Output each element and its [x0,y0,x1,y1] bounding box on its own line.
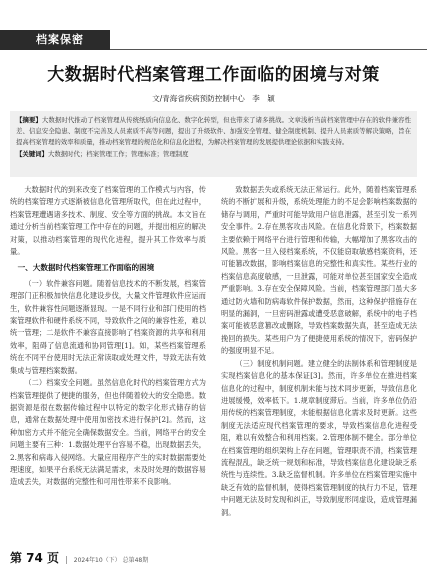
keywords-line [16,149,411,160]
abstract-box [10,111,417,177]
right-column [221,184,417,532]
author-byline: 文/青海省疾病预防控制中心 李 颖 [152,94,275,103]
abstract-paragraph [16,115,411,148]
abstract-text: 大数据时代推动了档案管理从传统纸质向信息化、数字化转型，但也带来了诸多挑战。文章浅析当前档案管理中存在的软件兼容性差、信息安全隐患、制度不完善及人员素质不高等问题，提出了升级软件、加强安全管理、健全制度机制、提升人员素质等解决策略，旨在提高档案管理的效率和质量，推动档案管理的规范化和信息化进程，为解决档案管理的发展提供理论依据和实践支持。 [16,116,412,146]
keywords-label: 【关键词】 [16,150,48,158]
left-column [10,184,206,532]
header-rule [110,49,427,50]
body-paragraph-security-cont: 致数据丢失或系统无法正常运行。此外，随着档案管理系统的不断扩展和升级，系统处理能力的不足会影响档案数据的储存与调用，严重时可能导致用户信息泄露，甚至引发一系列安全事件。2.存在黑客攻击风险。在信息化背景下，档案数据主要依赖于网络平台进行管理和传输，大幅增加了黑客攻击的风险。黑客一旦入侵档案系统，不仅能窃取敏感档案资料，还可能篡改数据，影响档案信息的完整性和真实性。某些行业的档案信息高度敏感，一旦泄露，可能对单位甚至国家安全造成严重影响。3.存在安全保障风险。当前，档案管理部门虽大多通过防火墙和防病毒软件保护数据，然而，这种保护措施存在明显的漏洞，一旦密码泄露或遭受恶意破解，系统中的电子档案可能被恶意篡改或删除，导致档案数据失真，甚至造成无法挽回的损失。某些用户为了便捷使用系统的情况下，密码保护的强度明显不足。 [221,185,417,356]
body-paragraph-security: （二）档案安全问题。虽然信息化时代的档案管理方式为档案管理提供了便捷的服务，但也伴随着较大的安全隐患。数据资源是很在数据传输过程中以特定的数字化形式储存的信息，通常在数据处理中使用加密技术进行保护[2]。然而，这种加密方式并不能完全确保数据安全。当前，网络平台的安全问题主要有三种：1.数据处理平台容易不稳，出现数据丢失，2.黑客和病毒入侵网络。大量应用程序产生的实时数据需要处理速度，如果平台系统无法满足需求，未及时处理的数据容易造成丢失，对数据的完整性和可用性带来不良影响。 [10,378,206,487]
section-tag: 档案保密 [0,30,110,50]
body-paragraph-software: （一）软件兼容问题。随着信息技术的不断发展，档案管理部门正积极加快信息化建设步伐，大量文件管理软件应运而生，软件兼容性问题逐渐显现。一是不同行业和部门使用的档案管理软件和硬件系统不同，导致软件之间的兼容性差，难以统一管理；二是软件不兼容直接影响了档案资源的共享和利用效率，阻碍了信息流通和协同管理[1]。如，某些档案管理系统在不同平台使用时无法正常读取或处理文件，导致无法有效集成与管理档案数据。 [10,278,206,375]
keywords-text: 大数据时代；档案管理工作；管理标准；管理制度 [47,150,189,158]
intro-paragraph: 大数据时代的到来改变了档案管理的工作模式与内容，传统的档案管理方式逐渐被信息化管理所取代，但在此过程中，档案管理遭遇诸多技术、制度、安全等方面的挑战。本文旨在通过分析当前档案管理工作中存在的问题，并提出相应的解决对策，以推动档案管理的现代化进程，提升其工作效率与质量。 [10,185,206,257]
section-heading: 一、大数据时代档案管理工作面临的困境 [17,263,155,273]
article-title: 大数据时代档案管理工作面临的困境与对策 [47,65,380,85]
issue-info: 2024年10（下） 总第48期 [73,557,149,564]
abstract-label: 【摘要】 [16,116,42,124]
page-number: 第 74 页 [10,551,60,565]
page-footer [10,549,148,569]
body-paragraph-institution: （三）制度机制问题。建立健全的法制体系和管理制度是实现档案信息化的基本保证[3]。然而，许多单位在推进档案信息化的过程中，制度机制未能与技术同步更新，导致信息化进展缓慢，效率低下。1.规章制度滞后。当前，许多单位仍沿用传统的档案管理制度，未能根据信息化需求及时更新。这些制度无法适应现代档案管理的要求，导致档案信息化进程受阻，难以有效整合和利用档案。2.管理体制不健全。部分单位在档案管理的组织架构上存在问题，管理职责不清，档案管理流程混乱，缺乏统一规划和标准，导致档案信息化建设缺乏系统性与连续性。3.缺乏监督机制。许多单位在档案管理实施中缺乏有效的监督机制，使得档案管理制度的执行力不足，管理中问题无法及时发现和纠正，导致制度形同虚设，造成管理漏洞。 [221,358,417,517]
footer-divider: | [65,555,68,564]
